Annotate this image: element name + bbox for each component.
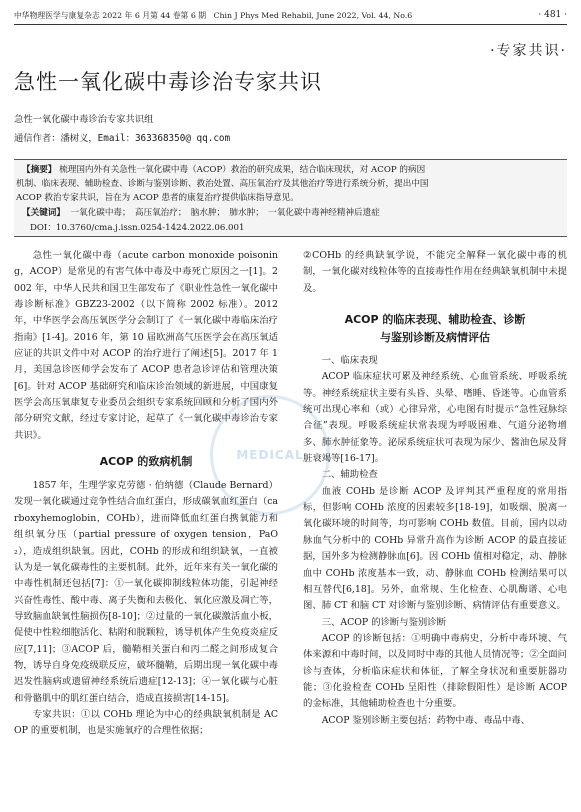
abstract-label: 【摘要】 [22,165,57,175]
watermark-text: MEDICAL [236,448,304,462]
abstract-box [14,159,567,237]
keywords-label: 【关键词】 [22,208,65,218]
clinical-paragraph: ACOP 临床症状可累及神经系统、心血管系统、呼吸系统等。神经系统症状主要有头昏、头晕、嗜睡、昏迷等。心血管系统可出现心率和（或）心律异常，心电图有时提示“急性冠脉综合征”表现。呼吸系统症状常表现为呼吸困难、气道分泌物增多、肺水肿征象等。泌尿系统症状可表现为尿少、酱油色尿及肾脏衰竭等[16-17]。 [303,371,567,465]
author-group: 急性一氧化碳中毒诊治专家共识组 [14,114,154,125]
section-heading-clinical: ACOP 的临床表现、辅助检查、诊断 与鉴别诊断及病情评估 [344,313,526,345]
abstract-line-1: 【摘要】 梳理国内外有关急性一氧化碳中毒（ACOP）救治的研究成果，结合临床现状，对 ACOP 的病因 [22,165,426,175]
corresponding-author: 通信作者：潘树义，Email：363368350@ qq.com [14,133,231,144]
intro-paragraph: 急性一氧化碳中毒（acute carbon monoxide poisoning，ACOP）是常见的有害气体中毒及中毒死亡原因之一[1]。2002 年，中华人民共和国卫生部发布了《职业性急性一氧化碳中毒诊断标准》GBZ23-2002（以下简称 2002 标准）。2012 年，中华医学会高压氧医学分会制订了《一氧化碳中毒临床治疗指南》[1-4]。2016 年，第 10 届欧洲高气压医学会在高压氧适应证的共识文件中对 ACOP 的治疗进行了阐述[5]。2017 年 1 月，美国急诊医师学会发布了 ACOP 患者急诊评估和管理决策[6]。针对 ACOP 基础研究和临床诊治领域的新进展，中国康复医学会高压氧康复专业委员会组织专家系统回顾和分析了国内外部分研究文献，经过专家讨论，起草了《一氧化碳中毒诊治专家共识》。 [14,250,278,441]
article-title: 急性一氧化碳中毒诊治专家共识 [14,70,322,94]
keywords: 一氧化碳中毒； 高压氧治疗； 脑水肿； 肺水肿； 一氧化碳中毒神经精神后遗症 [70,208,380,218]
subheading-diagnosis: 三、ACOP 的诊断与鉴别诊断 [321,616,446,628]
doi: DOI：10.3760/cma.j.issn.0254-1424.2022.06.001 [30,223,245,233]
page-number: · 481 · [538,10,567,20]
section-heading-mechanism: ACOP 的致病机制 [99,455,193,469]
journal-citation-en: Chin J Phys Med Rehabil, June 2022, Vol. 44, No.6 [213,11,413,20]
auxiliary-paragraph: 血液 COHb 是诊断 ACOP 及评判其严重程度的常用指标，但影响 COHb 浓度的因素较多[18-19]，如吸烟、脱离一氧化碳环境的时间等，均可影响 COHb 数值。目前，国内以动脉血气分析中的 COHb 异常升高作为诊断 ACOP 的最直接证据，国外多为检测静脉血[6]。因 COHb 值相对稳定，动、静脉血中 COHb 浓度基本一致，动、静脉血 COHb 检测结果可以相互替代[6,18]。另外，血常规、生化检查、心肌酶谱、心电图、肺 CT 和脑 CT 对诊断与鉴别诊断、病情评估有重要意义。 [303,485,567,612]
abstract-line-3: ACOP 救治专家共识，旨在为 ACOP 患者的康复治疗提供临床指导意见。 [16,193,299,203]
journal-citation-cn: 中华物理医学与康复杂志 2022 年 6 月第 44 卷第 6 期 [14,11,207,20]
consensus-paragraph: 专家共识：①以 COHb 理论为中心的经典缺氧机制是 ACOP 的重要机制，也是实施氧疗的合理性依据； [14,708,278,737]
running-header [14,10,567,24]
continued-paragraph: ②COHb 的经典缺氧学说，不能完全解释一氧化碳中毒的机制，一氧化碳对线粒体等的直接毒性作用在经典缺氧机制中未提及。 [303,250,567,294]
subheading-auxiliary: 二、辅助检查 [321,469,378,481]
right-column [303,248,567,729]
abstract-line-2: 机制、临床表现、辅助检查、诊断与鉴别诊断、救治处置、高压氧治疗及其他治疗等进行系统分析，提出中国 [16,179,429,189]
diagnosis-paragraph: ACOP 的诊断包括：①明确中毒病史，分析中毒环境、气体来源和中毒时间，以及同时中毒的其他人员情况等；②全面问诊与查体，分析临床症状和体征，了解全身状况和重要脏器功能；③化验检查 COHb 呈阳性（排除假阳性）是诊断 ACOP 的金标准，其他辅助检查也十分重要。 [303,632,567,710]
subheading-clinical: 一、临床表现 [321,355,378,367]
left-column [14,248,278,740]
differential-paragraph: ACOP 鉴别诊断主要包括：药物中毒、毒品中毒、 [321,714,531,726]
section-label: ·专家共识· [490,43,567,59]
keywords-line [22,206,562,218]
header-divider [14,24,567,25]
mechanism-paragraph: 1857 年，生理学家克劳德 · 伯纳德（Claude Bernard）发现一氧化碳通过竞争性结合血红蛋白，形成碳氧血红蛋白（carboxyhemoglobin，COHb），进而降低血红蛋白携氧能力和组织氧分压（partial pressure of oxygen tension，PaO₂），造成组织缺氧。因此，COHb 的形成和组织缺氧，一直被认为是一氧化碳毒性的主要机制。此外，近年来有关一氧化碳的中毒性机制还包括[7]：①一氧化碳抑制线粒体功能，引起神经兴奋性毒性、酸中毒、离子失衡和去极化、氧化应激及凋亡等，导致脑血缺氧性脑损伤[8-10]；②过量的一氧化碳激活血小板，促使中性粒细胞活化、粘附和脱颗粒，诱导机体产生免疫炎症反应[7,11]；③ACOP 后，髓鞘相关蛋白和丙二醛之间形成复合物，诱导自身免疫级联反应，破坏髓鞘，后期出现一氧化碳中毒迟发性脑病或遗留神经系统后遗症[12-13]；④一氧化碳与心脏和骨骼肌中的肌红蛋白结合，造成直接损害[14-15]。 [14,480,278,704]
